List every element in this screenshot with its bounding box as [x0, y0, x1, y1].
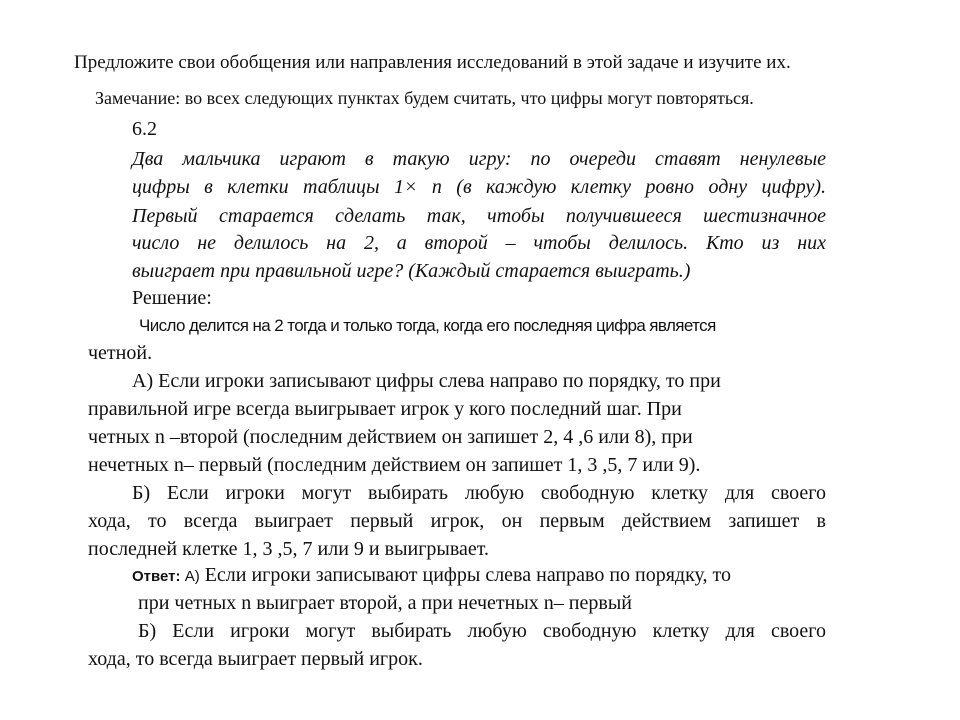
slide-title: Предложите свои обобщения или направления исследований в этой задаче и изучите их. — [74, 52, 791, 73]
problem-number: 6.2 — [132, 118, 157, 140]
divisibility-rule-end: четной. — [88, 342, 153, 364]
divisibility-rule: Число делится на 2 тогда и только тогда, когда его последняя цифра является — [139, 316, 716, 335]
answer-line-a1 — [132, 564, 731, 587]
case-a-line: правильной игре всегда выигрывает игрок у кого последний шаг. При — [88, 398, 682, 420]
case-b-line: хода, то всегда выиграет первый игрок, он первым действием запишет в — [88, 510, 826, 532]
case-a-line: четных n –второй (последним действием он запишет 2, 4 ,6 или 8), при — [88, 426, 693, 448]
case-b-line: последней клетке 1, 3 ,5, 7 или 9 и выигрывает. — [88, 538, 490, 560]
answer-line-b1: Б) Если игроки могут выбирать любую свободную клетку для своего — [138, 620, 826, 642]
answer-part-a-letter: А) — [184, 568, 200, 585]
case-a-line: А) Если игроки записывают цифры слева направо по порядку, то при — [132, 370, 721, 392]
solution-heading: Решение: — [132, 287, 212, 309]
answer-line-a2: при четных n выиграет второй, а при нечетных n– первый — [138, 592, 632, 614]
answer-label: Ответ: — [132, 568, 181, 585]
answer-line-b2: хода, то всегда выиграет первый игрок. — [88, 648, 423, 670]
note-text: Замечание: во всех следующих пунктах будем считать, что цифры могут повторяться. — [95, 88, 754, 108]
problem-line: цифры в клетки таблицы 1× n (в каждую клетку ровно одну цифру). — [132, 176, 826, 198]
problem-line: число не делилось на 2, а второй – чтобы делилось. Кто из них — [132, 232, 826, 254]
problem-line: Первый старается сделать так, чтобы получившееся шестизначное — [132, 205, 826, 227]
problem-line: Два мальчика играют в такую игру: по очереди ставят ненулевые — [132, 148, 826, 170]
answer-part-a-text: Если игроки записывают цифры слева направо по порядку, то — [199, 564, 732, 586]
problem-line: выиграет при правильной игре? (Каждый старается выиграть.) — [132, 260, 691, 282]
case-a-line: нечетных n– первый (последним действием он запишет 1, 3 ,5, 7 или 9). — [88, 454, 701, 476]
case-b-line: Б) Если игроки могут выбирать любую свободную клетку для своего — [132, 482, 826, 504]
